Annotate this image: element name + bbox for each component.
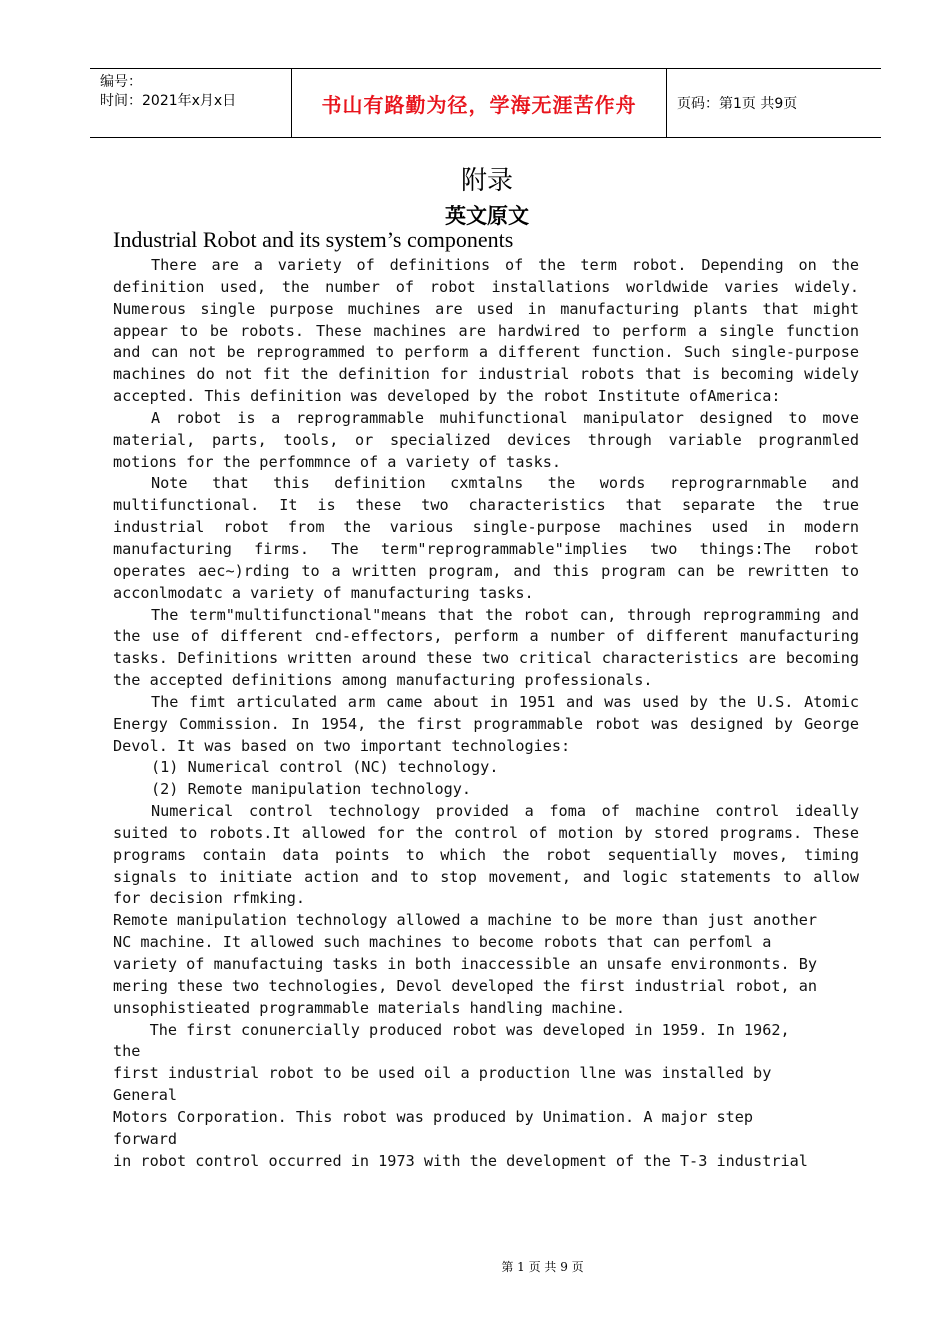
section-subtitle: 英文原文 [445, 204, 529, 228]
article-body [113, 255, 859, 1172]
header-motto: 书山有路勤为径，学海无涯苦作舟 [292, 69, 667, 137]
paragraph: Remote manipulation technology allowed a machine to be more than just another NC machine. It allowed such machines to become robots that can perfoml a variety of manufactuing tasks in both inaccessible an unsafe environmonts. By mering these two technologies, Devol developed the first industrial robot, an unsophistieated programmable materials handling machine. [113, 911, 818, 1017]
paragraph: Note that this definition cxmtalns the words reprograrnmable and multifunctional. It is these two characteristics that separate the true industrial robot from the various single-purpose machines used in modern manufacturing firms. The term"reprogrammable"implies two things:The robot operates aec~)rding to a written program, and this program can be rewritten to acconlmodatc a variety of manufacturing tasks. [113, 474, 859, 602]
paragraph: The term"multifunctional"means that the robot can, through reprogramming and the use of different cnd-effectors, perform a number of different manufacturing tasks. Definitions written around these two critical characteristics are becoming the accepted definitions among manufacturing professionals. [113, 605, 859, 690]
article-title: Industrial Robot and its system’s components [113, 227, 514, 252]
paragraph: The first conunercially produced robot was developed in 1959. In 1962, the first industrial robot to be used oil a production llne was installed by General Motors Corporation. This robot was produced by Unimation. A major step forward in robot control occurred in 1973 with the development of the T-3 industrial [113, 1020, 808, 1170]
header-page-info: 页码：第1页 共9页 [677, 96, 798, 112]
header-meta [90, 69, 292, 137]
paragraph: Numerical control technology provided a foma of machine control ideally suited to robots.It allowed for the control of motion by stored programs. These programs contain data points to which the robot sequentially moves, timing signals to initiate action and to stop movement, and logic statements to allow for decision rfmking. [113, 802, 859, 908]
paragraph: There are a variety of definitions of the term robot. Depending on the definition used, the number of robot installations worldwide varies widely. Numerous single purpose muchines are used in manufacturing plants that might appear to be robots. These machines are hardwired to perform a single function and can not be reprogrammed to perform a different function. Such single-purpose machines do not fit the definition for industrial robots that is becoming widely accepted. This definition was developed by the robot Institute ofAmerica: [113, 256, 859, 406]
page-footer: 第 1 页 共 9 页 [501, 1260, 584, 1274]
appendix-title: 附录 [460, 166, 513, 196]
paragraph: The fimt articulated arm came about in 1951 and was used by the U.S. Atomic Energy Commission. In 1954, the first programmable robot was designed by George Devol. It was based on two important technologies: [113, 692, 859, 755]
list-item: (2) Remote manipulation technology. [151, 780, 472, 799]
list-item: (1) Numerical control (NC) technology. [151, 758, 499, 777]
number-label: 编号： [100, 74, 142, 90]
time-label: 时间：2021年x月x日 [100, 93, 237, 109]
document-header [90, 68, 881, 138]
paragraph: A robot is a reprogrammable muhifunctional manipulator designed to move material, parts, tools, or specialized devices through variable progranmled motions for the perfommnce of a variety of tasks. [113, 408, 859, 471]
